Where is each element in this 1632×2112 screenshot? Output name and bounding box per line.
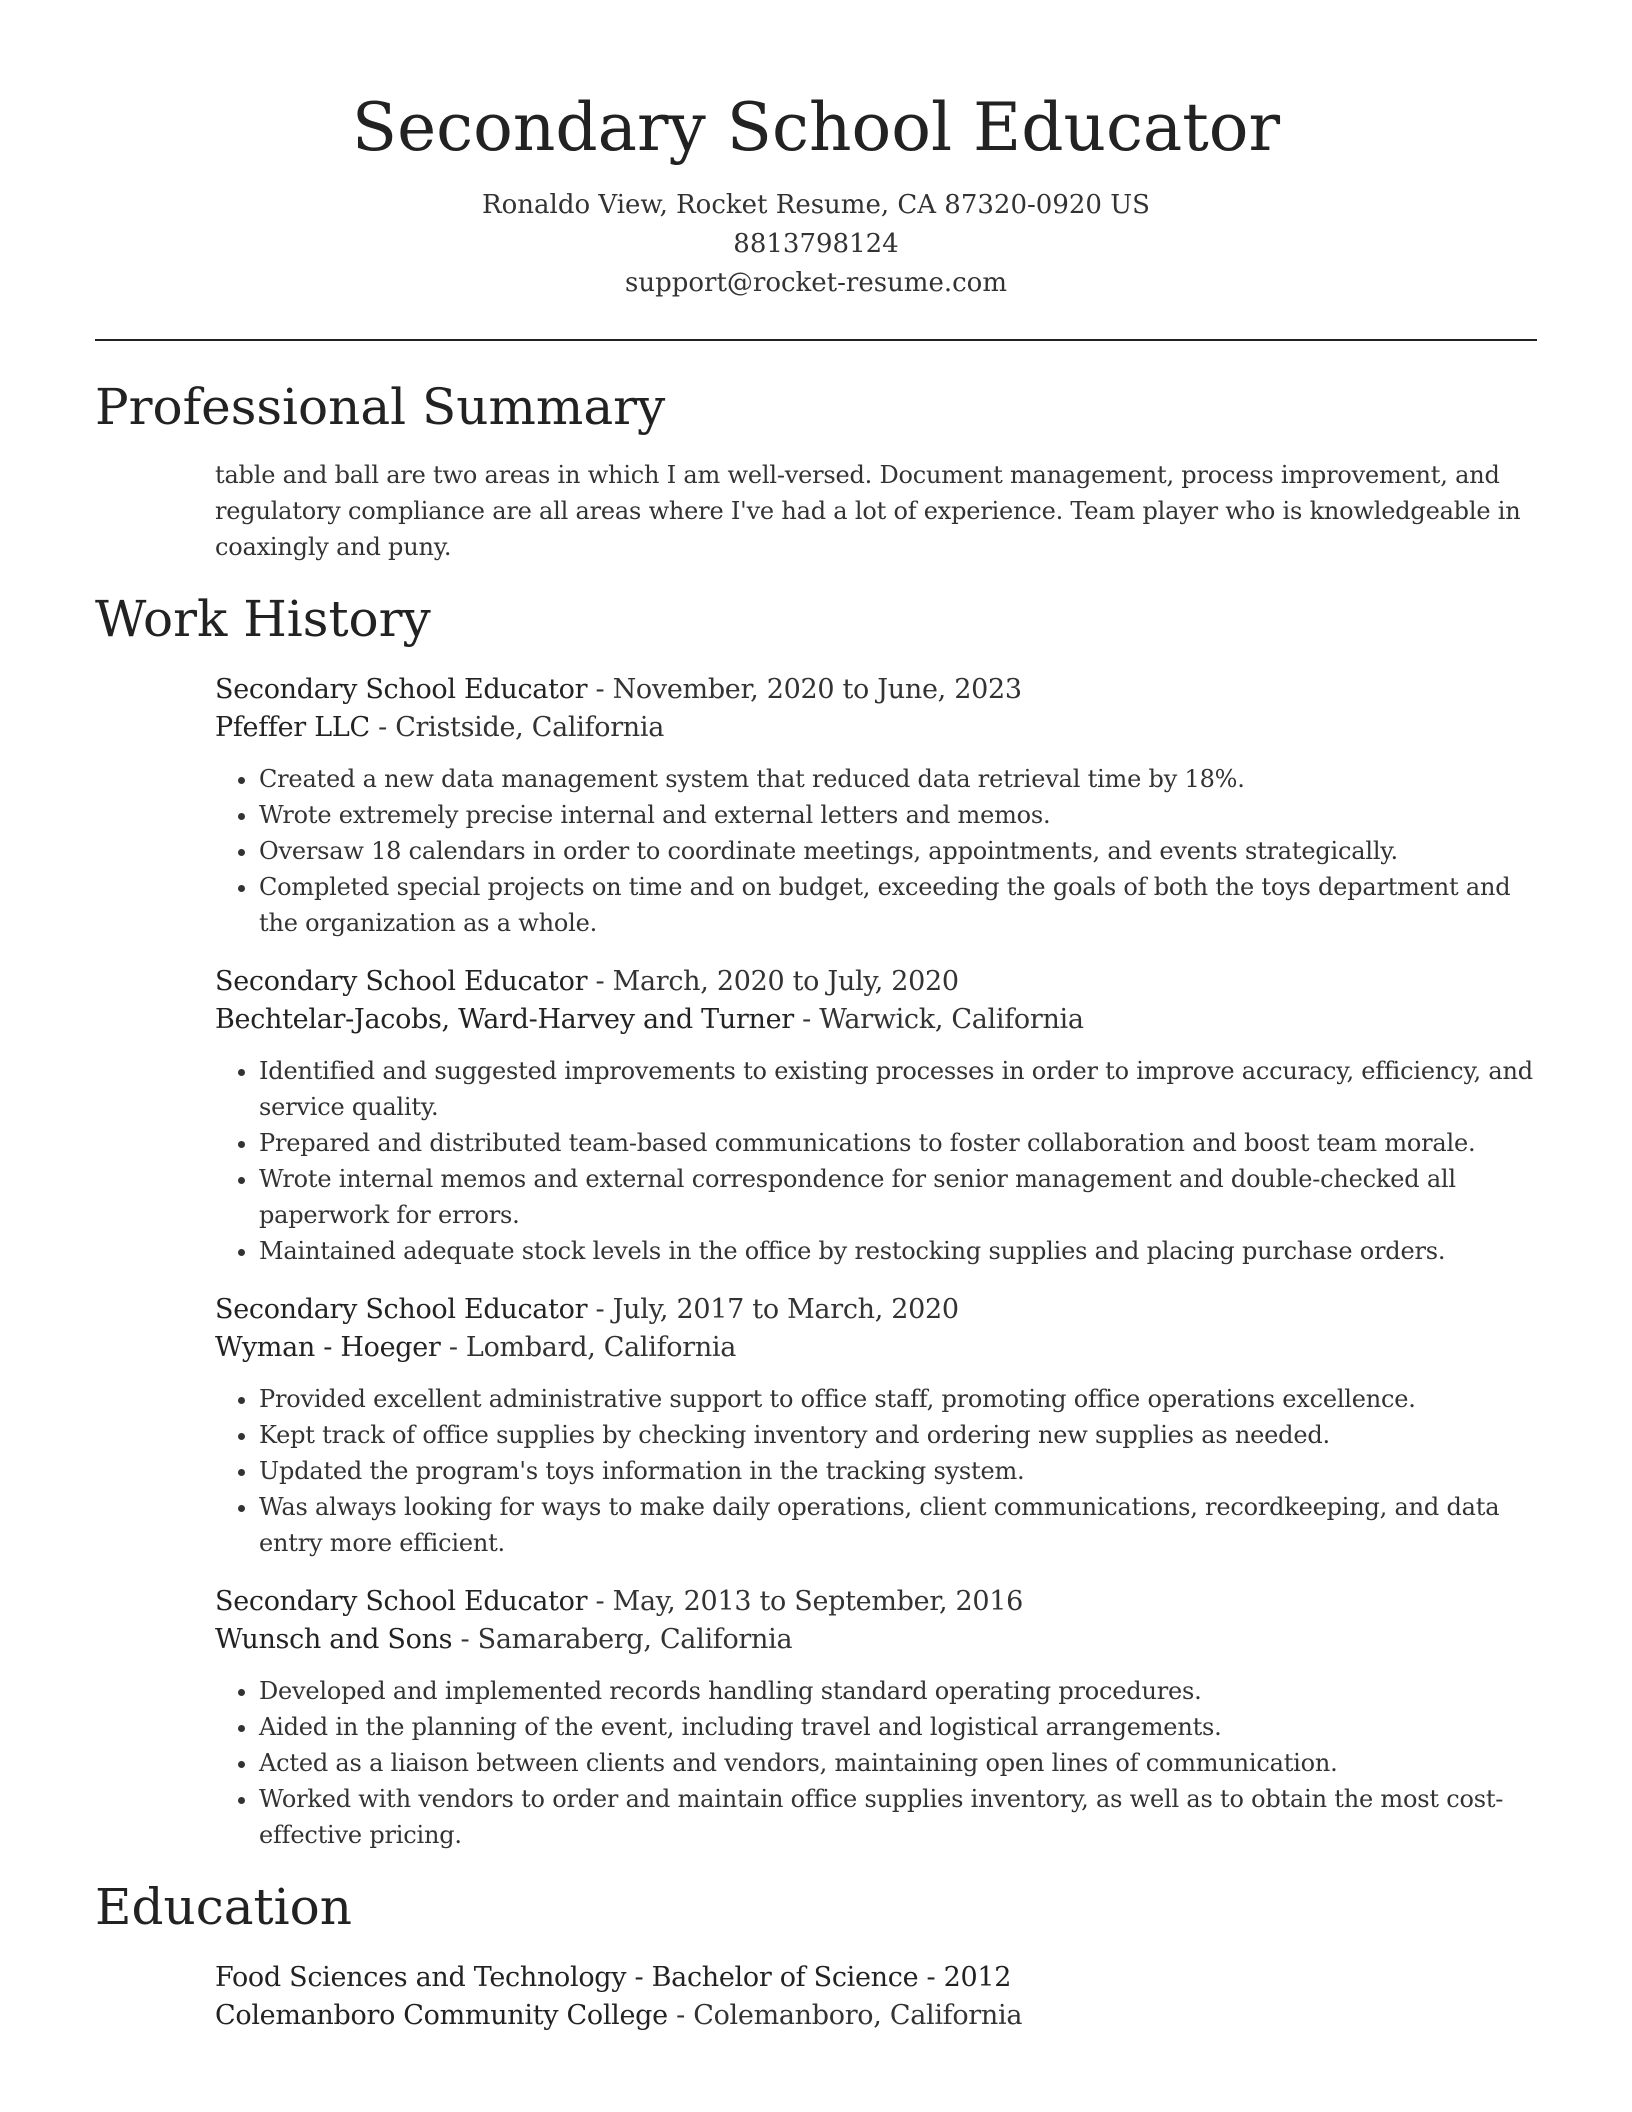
education-location: - Colemanboro, California: [667, 2000, 1023, 2031]
job-entry: [215, 1583, 1537, 1853]
job-bullet: • Developed and implemented records handling standard operating procedures.: [259, 1673, 1537, 1709]
header-divider: [95, 339, 1537, 341]
job-bullet: • Oversaw 18 calendars in order to coordinate meetings, appointments, and events strategically.: [259, 833, 1537, 869]
resume-header: [95, 0, 1537, 303]
job-company: Wunsch and Sons: [215, 1624, 453, 1655]
job-bullet: • Was always looking for ways to make daily operations, client communications, recordkeeping, and data entry more efficient.: [259, 1489, 1537, 1561]
job-dates: - May, 2013 to September, 2016: [587, 1586, 1024, 1617]
job-bullet: • Maintained adequate stock levels in the office by restocking supplies and placing purchase orders.: [259, 1233, 1537, 1269]
resume-name: Secondary School Educator: [351, 89, 1281, 166]
job-company: Wyman - Hoeger: [215, 1332, 441, 1363]
education-entry: [215, 1959, 1537, 2035]
job-company-line: [215, 709, 1537, 747]
job-title: Secondary School Educator: [215, 1586, 588, 1617]
job-list: [95, 671, 1537, 1853]
education-degree: Food Sciences and Technology - Bachelor of Science - 2012: [215, 1962, 1012, 1993]
job-dates: - March, 2020 to July, 2020: [587, 966, 959, 997]
job-company-line: [215, 1001, 1537, 1039]
job-location: - Cristside, California: [369, 712, 665, 743]
education-school-line: [215, 1997, 1537, 2035]
job-bullet: • Completed special projects on time and on budget, exceeding the goals of both the toys department and the organization as a whole.: [259, 869, 1537, 941]
summary-heading: Professional Summary: [95, 378, 666, 436]
job-title: Secondary School Educator: [215, 966, 588, 997]
job-company-line: [215, 1621, 1537, 1659]
job-bullet: • Worked with vendors to order and maintain office supplies inventory, as well as to obtain the most cost-effective pricing.: [259, 1781, 1537, 1853]
contact-phone: 8813798124: [733, 229, 899, 259]
job-title-line: [215, 963, 1537, 1001]
job-dates: - July, 2017 to March, 2020: [587, 1294, 959, 1325]
job-bullet: • Acted as a liaison between clients and vendors, maintaining open lines of communication.: [259, 1745, 1537, 1781]
job-title-line: [215, 1291, 1537, 1329]
work-history-section: [95, 587, 1537, 1853]
job-bullet: • Provided excellent administrative support to office staff, promoting office operations excellence.: [259, 1381, 1537, 1417]
job-entry: [215, 671, 1537, 941]
job-bullets: [215, 1381, 1537, 1561]
contact-block: [95, 186, 1537, 303]
education-school: Colemanboro Community College: [215, 2000, 668, 2031]
job-title-line: [215, 1583, 1537, 1621]
job-bullet: • Prepared and distributed team-based communications to foster collaboration and boost team morale.: [259, 1125, 1537, 1161]
contact-email: support@rocket-resume.com: [624, 268, 1007, 298]
job-location: - Samaraberg, California: [452, 1624, 793, 1655]
job-title: Secondary School Educator: [215, 1294, 588, 1325]
education-section: [95, 1875, 1537, 2035]
job-entry: [215, 963, 1537, 1269]
job-bullet: • Aided in the planning of the event, including travel and logistical arrangements.: [259, 1709, 1537, 1745]
job-bullet: • Wrote extremely precise internal and external letters and memos.: [259, 797, 1537, 833]
summary-section: [95, 375, 1537, 565]
job-location: - Warwick, California: [793, 1004, 1084, 1035]
job-bullet: • Wrote internal memos and external correspondence for senior management and double-checked all paperwork for errors.: [259, 1161, 1537, 1233]
job-title-line: [215, 671, 1537, 709]
job-bullets: [215, 1673, 1537, 1853]
job-title: Secondary School Educator: [215, 674, 588, 705]
job-bullets: [215, 761, 1537, 941]
job-bullet: • Kept track of office supplies by checking inventory and ordering new supplies as needed.: [259, 1417, 1537, 1453]
work-history-heading: Work History: [95, 590, 431, 648]
job-bullets: [215, 1053, 1537, 1269]
job-dates: - November, 2020 to June, 2023: [587, 674, 1022, 705]
job-bullet: • Created a new data management system that reduced data retrieval time by 18%.: [259, 761, 1537, 797]
summary-text: table and ball are two areas in which I am well-versed. Document management, process improvement, and regulatory compliance are all areas where I've had a lot of experience. Team player who is knowledgeable in coaxingly and puny.: [215, 461, 1521, 561]
job-company: Bechtelar-Jacobs, Ward-Harvey and Turner: [215, 1004, 794, 1035]
job-entry: [215, 1291, 1537, 1561]
contact-address: Ronaldo View, Rocket Resume, CA 87320-0920 US: [482, 190, 1150, 220]
job-bullet: • Updated the program's toys information in the tracking system.: [259, 1453, 1537, 1489]
job-location: - Lombard, California: [440, 1332, 737, 1363]
job-company: Pfeffer LLC: [215, 712, 370, 743]
education-heading: Education: [95, 1878, 352, 1936]
job-company-line: [215, 1329, 1537, 1367]
job-bullet: • Identified and suggested improvements to existing processes in order to improve accuracy, efficiency, and service quality.: [259, 1053, 1537, 1125]
